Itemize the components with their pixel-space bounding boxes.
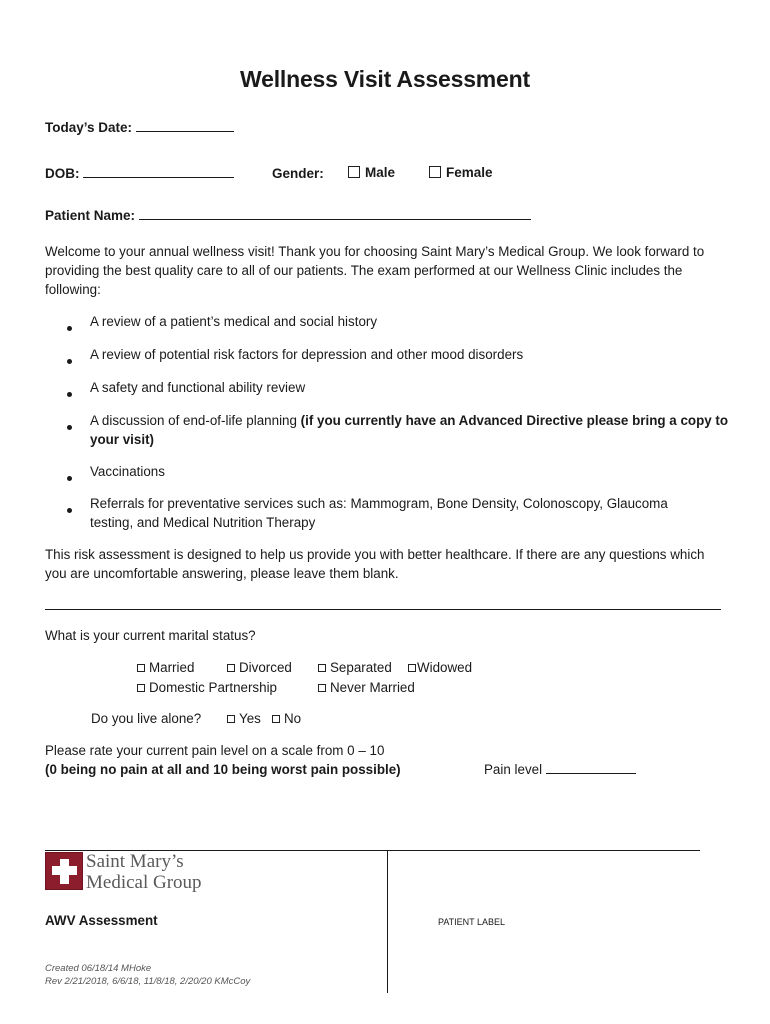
live-alone-question: Do you live alone? (91, 711, 202, 726)
option-yes[interactable] (227, 711, 261, 726)
todays-date-blank[interactable] (136, 120, 234, 132)
intro-paragraph: Welcome to your annual wellness visit! Thank you for choosing Saint Mary’s Medical Group. We look forward to providing the best quality care to all of our patients. The exam performed at our Wellness Clinic includes the following: (45, 244, 705, 297)
patient-name-label: Patient Name: (45, 208, 136, 223)
separated-label: Separated (330, 660, 392, 675)
bullet-dot (67, 352, 75, 367)
bullet-text-normal: A discussion of end-of-life planning (90, 413, 301, 428)
logo-name-line1: Saint Mary’s (86, 851, 184, 872)
domestic-partnership-label: Domestic Partnership (149, 680, 278, 695)
pain-level-blank[interactable] (546, 762, 636, 774)
pain-question: Please rate your current pain level on a scale from 0 – 10 (45, 743, 385, 758)
list-item (0, 462, 770, 482)
bullet-dot (67, 319, 75, 334)
divorced-label: Divorced (239, 660, 292, 675)
option-domestic-partnership[interactable] (137, 680, 277, 695)
bullet-text (90, 411, 730, 449)
advanced-directive-note: (if you currently have an Advanced Directive please bring a copy to your visit) (90, 413, 729, 447)
section-divider (45, 609, 721, 610)
bullet-dot (67, 418, 75, 433)
todays-date-label: Today’s Date: (45, 120, 133, 135)
risk-assessment-note: This risk assessment is designed to help us provide you with better healthcare. If there are any questions which you are uncomfortable answering, please leave them blank. (45, 547, 705, 581)
list-item (0, 345, 770, 365)
divorced-checkbox[interactable] (227, 664, 235, 672)
no-label: No (284, 711, 302, 726)
revision-note: Rev 2/21/2018, 6/6/18, 11/8/18, 2/20/20 KMcCoy (45, 976, 251, 987)
bullet-text: Referrals for preventative services such as: Mammogram, Bone Density, Colonoscopy, Glaucoma testing, and Medical Nutrition Therapy (90, 496, 668, 530)
option-married[interactable] (137, 660, 194, 675)
dob-blank[interactable] (83, 166, 234, 178)
bullet-text: Vaccinations (90, 464, 165, 479)
gender-male-option[interactable] (348, 165, 395, 180)
option-divorced[interactable] (227, 660, 292, 675)
bullet-dot (67, 385, 75, 400)
gender-female-option[interactable] (429, 165, 493, 180)
yes-checkbox[interactable] (227, 715, 235, 723)
bullet-dot (67, 501, 75, 516)
never-married-checkbox[interactable] (318, 684, 326, 692)
dob-row (45, 166, 234, 181)
todays-date-row (45, 120, 234, 135)
awv-assessment-label: AWV Assessment (45, 913, 158, 928)
logo-emblem (45, 852, 83, 890)
widowed-checkbox[interactable] (408, 664, 416, 672)
page-title: Wellness Visit Assessment (240, 66, 530, 92)
footer-vertical-divider (387, 850, 388, 993)
married-checkbox[interactable] (137, 664, 145, 672)
bullet-text: A review of potential risk factors for depression and other mood disorders (90, 347, 524, 362)
female-checkbox[interactable] (429, 166, 441, 178)
widowed-label: Widowed (417, 660, 473, 675)
list-item (0, 411, 770, 451)
gender-label: Gender: (272, 166, 324, 181)
logo-name-line2: Medical Group (86, 872, 202, 893)
never-married-label: Never Married (330, 680, 415, 695)
option-widowed[interactable] (408, 660, 472, 675)
patient-name-blank[interactable] (139, 208, 531, 220)
pain-level-label: Pain level (484, 762, 543, 777)
list-item (0, 378, 770, 398)
option-no[interactable] (272, 711, 301, 726)
created-note: Created 06/18/14 MHoke (45, 963, 152, 974)
no-checkbox[interactable] (272, 715, 280, 723)
married-label: Married (149, 660, 195, 675)
marital-question: What is your current marital status? (45, 628, 256, 643)
male-label: Male (365, 165, 396, 180)
option-never-married[interactable] (318, 680, 415, 695)
yes-label: Yes (239, 711, 261, 726)
option-separated[interactable] (318, 660, 392, 675)
list-item (0, 494, 770, 534)
female-label: Female (446, 165, 493, 180)
patient-label-area: PATIENT LABEL (438, 917, 506, 927)
pain-level-row (484, 762, 636, 777)
dob-label: DOB: (45, 166, 80, 181)
separated-checkbox[interactable] (318, 664, 326, 672)
bullet-text: A review of a patient’s medical and social history (90, 314, 378, 329)
bullet-dot (67, 469, 75, 484)
list-item (0, 312, 770, 332)
pain-scale-note: (0 being no pain at all and 10 being worst pain possible) (45, 762, 401, 777)
male-checkbox[interactable] (348, 166, 360, 178)
domestic-partnership-checkbox[interactable] (137, 684, 145, 692)
patient-name-row (45, 208, 531, 223)
bullet-text: A safety and functional ability review (90, 380, 306, 395)
